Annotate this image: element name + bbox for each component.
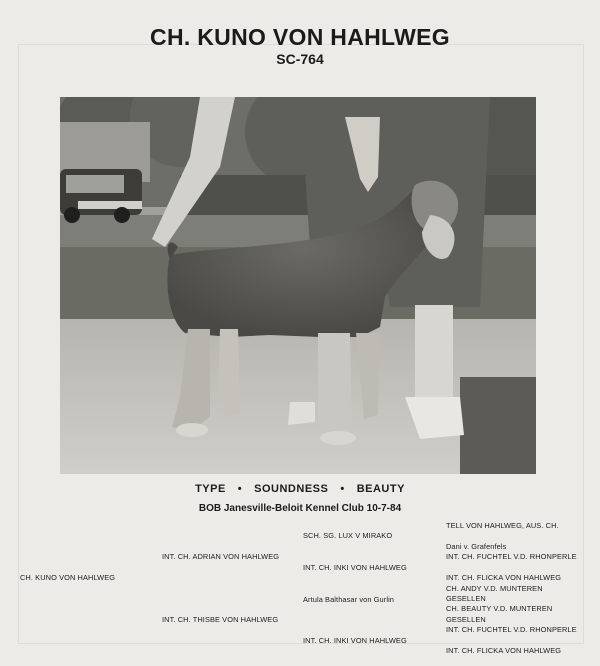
- car: [60, 169, 142, 223]
- pedigree-g3-item: GESELLEN: [446, 615, 486, 624]
- pedigree-sire: INT. CH. ADRIAN VON HAHLWEG: [162, 552, 280, 561]
- pedigree-sire-sire: SCH. SG. LUX V MIRAKO: [303, 531, 393, 540]
- registration-number: SC-764: [276, 51, 324, 67]
- tagline: [0, 483, 600, 495]
- dog-show-photo: [60, 97, 536, 474]
- pedigree-sire-dam: INT. CH. INKI VON HAHLWEG: [303, 563, 407, 572]
- bullet-separator: •: [237, 483, 243, 495]
- pedigree-g3-item: INT. CH. FUCHTEL V.D. RHONPERLE: [446, 625, 577, 634]
- tagline-beauty: BEAUTY: [356, 483, 405, 495]
- pedigree-g3-item: Dani v. Grafenfels: [446, 542, 507, 551]
- pedigree-g3-item: CH. BEAUTY V.D. MUNTEREN: [446, 604, 553, 613]
- pedigree-g3-item: GESELLEN: [446, 594, 486, 603]
- bullet-separator: •: [340, 483, 345, 495]
- grass-patch: [460, 377, 536, 474]
- page-title: CH. KUNO VON HAHLWEG: [150, 24, 450, 50]
- pedigree-dam-dam: INT. CH. INKI VON HAHLWEG: [303, 636, 407, 645]
- pedigree-g3-item: INT. CH. FLICKA VON HAHLWEG: [446, 646, 562, 655]
- pedigree-dam-sire: Artula Balthasar von Gurlin: [303, 595, 395, 604]
- pedigree-g3-item: TELL VON HAHLWEG, AUS. CH.: [446, 521, 559, 530]
- pedigree-subject: CH. KUNO VON HAHLWEG: [20, 573, 116, 582]
- pedigree-dam: INT. CH. THISBE VON HAHLWEG: [162, 615, 279, 624]
- award-line: BOB Janesville-Beloit Kennel Club 10-7-84: [198, 503, 402, 514]
- photo-illustration: [60, 97, 536, 474]
- tagline-type: TYPE: [195, 483, 226, 495]
- pedigree-g3-item: CH. ANDY V.D. MUNTEREN: [446, 584, 543, 593]
- tagline-soundness: SOUNDNESS: [254, 483, 329, 495]
- pedigree-g3-item: INT. CH. FUCHTEL V.D. RHONPERLE: [446, 552, 577, 561]
- pedigree-g3-item: INT. CH. FLICKA VON HAHLWEG: [446, 573, 562, 582]
